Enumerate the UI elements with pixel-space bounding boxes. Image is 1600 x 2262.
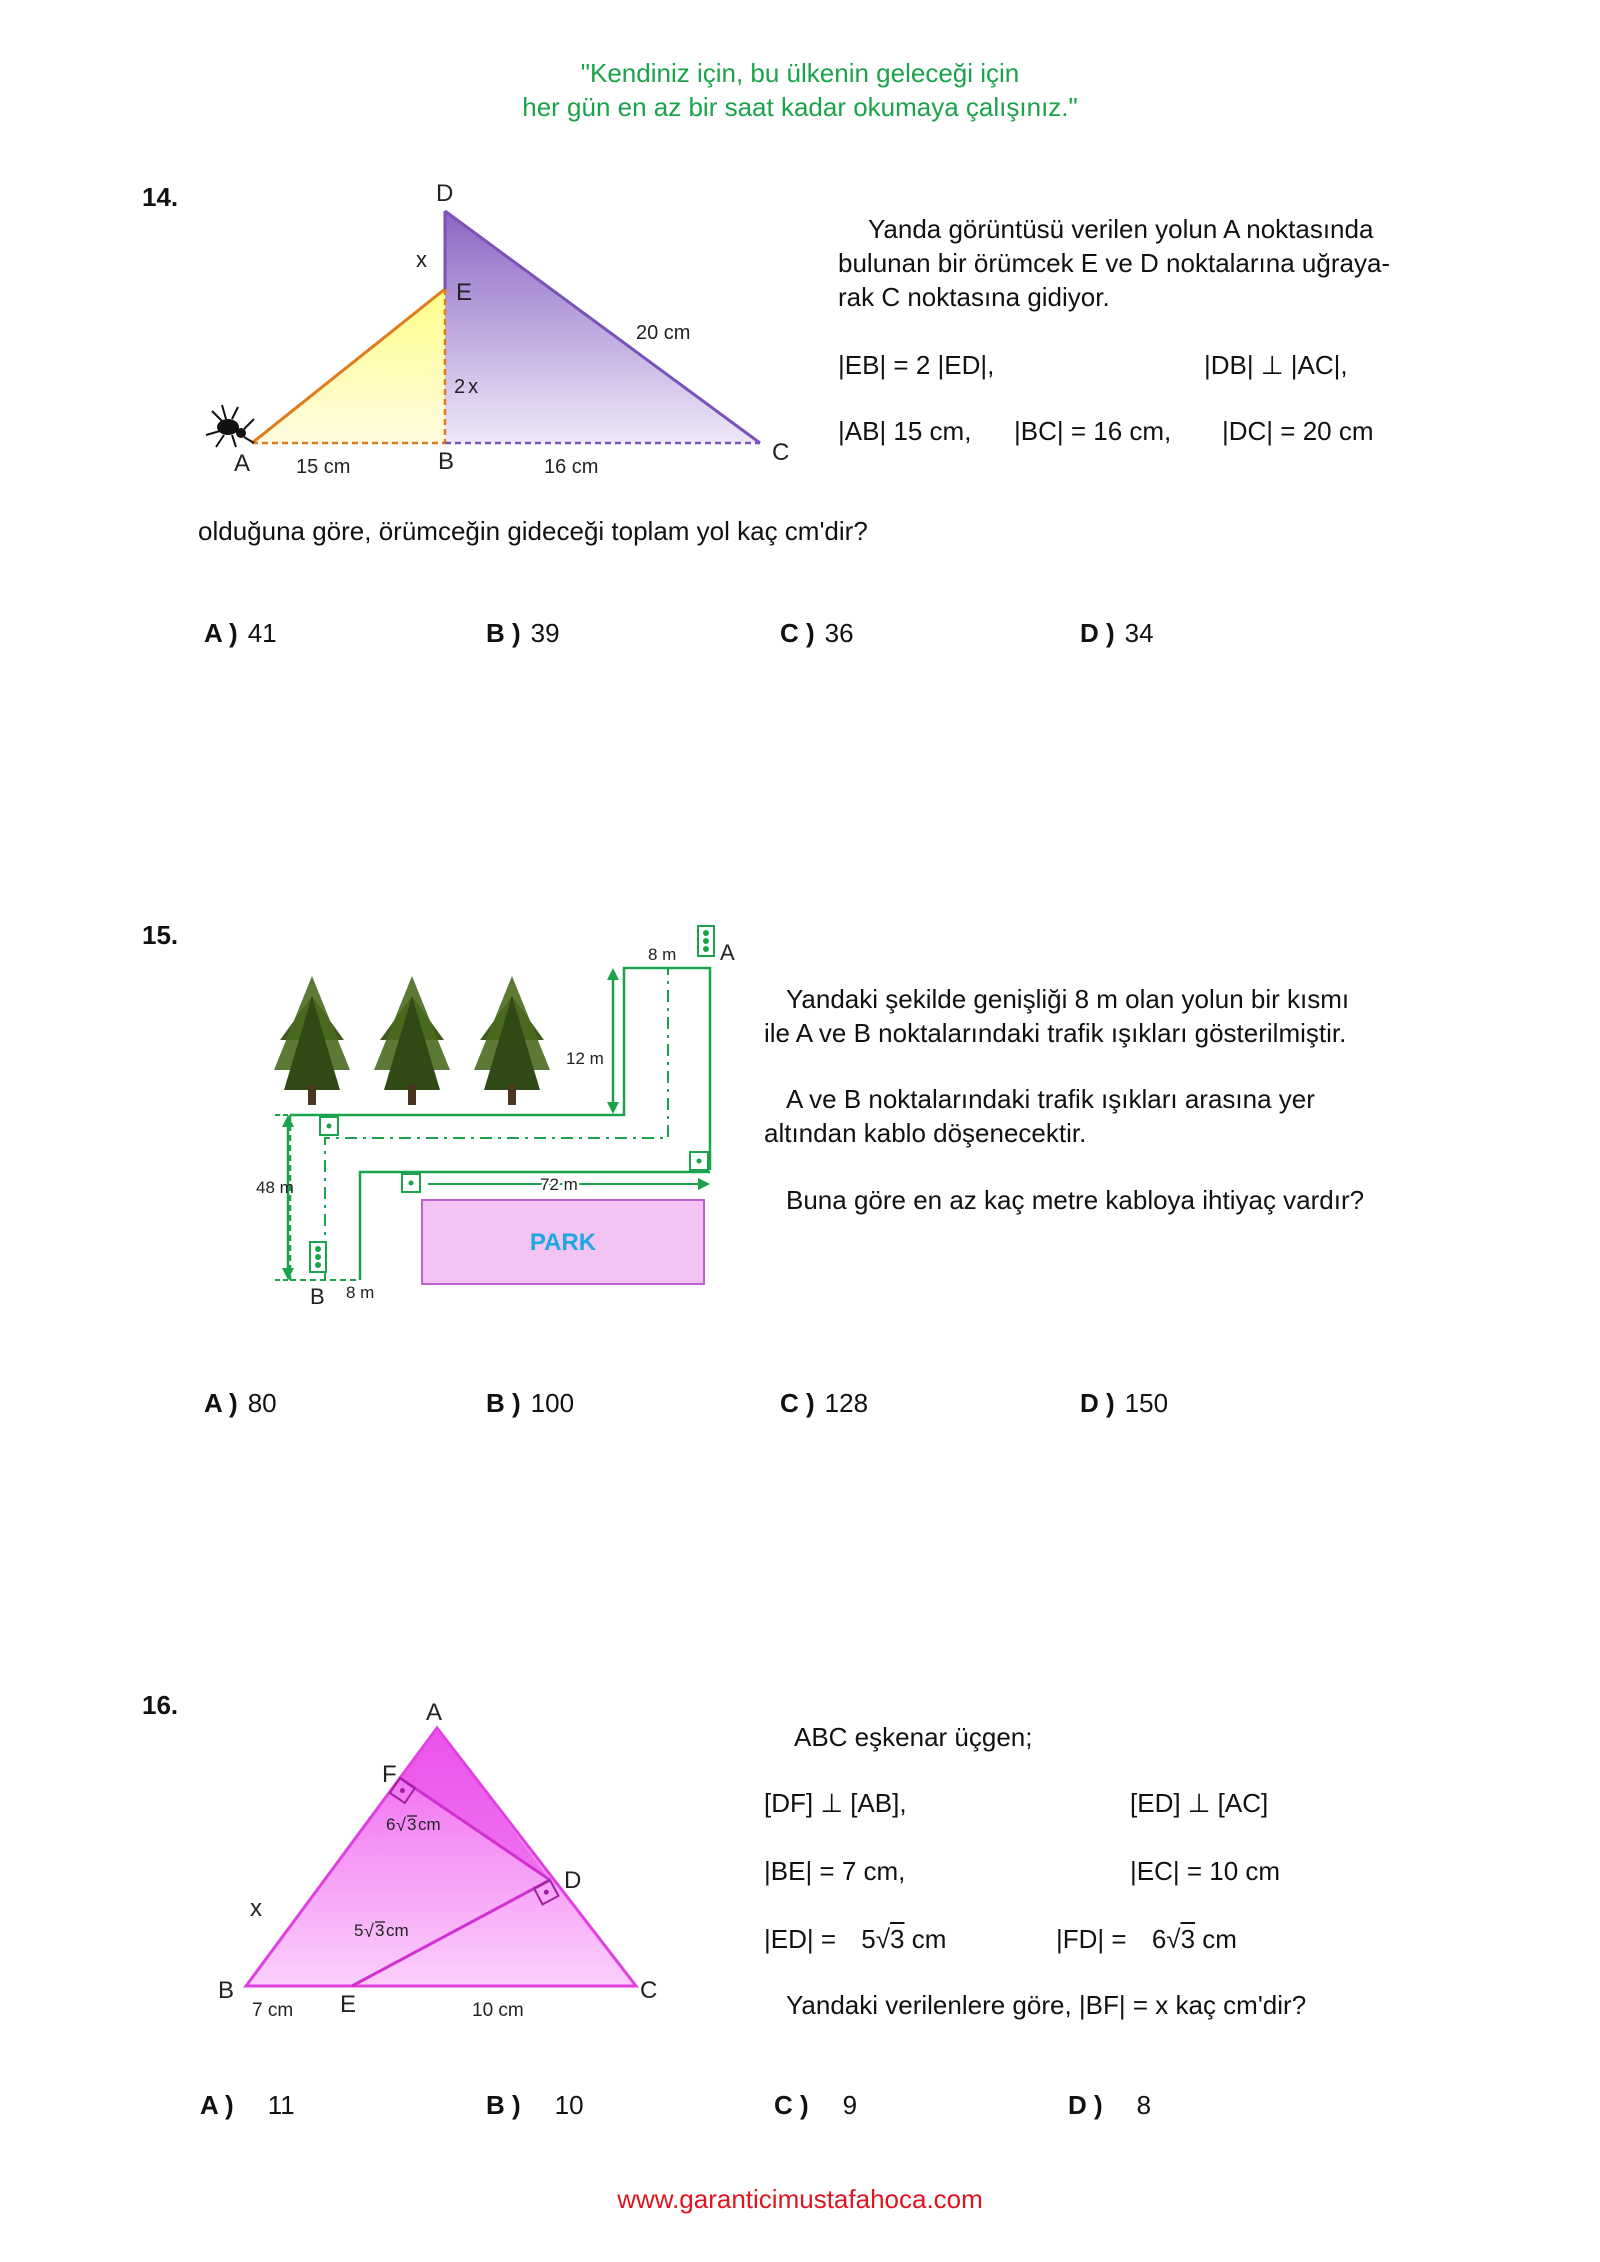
given-coef: 5 [861,1924,876,1954]
option-letter: D ) [1068,2090,1103,2120]
q16-label-a: A [426,1699,443,1726]
option-letter: D ) [1080,1388,1115,1418]
traffic-light-icon [310,1242,326,1272]
q15-option-a[interactable] [204,1388,277,1419]
q16-given-ec: |EC| = 10 cm [1130,1856,1281,1886]
given-unit: cm [1202,1924,1237,1954]
option-value: 36 [824,618,854,648]
option-letter: B ) [486,1388,521,1418]
traffic-light-icon [698,926,714,956]
q14-label-a: A [234,450,251,477]
q16-option-b[interactable] [486,2090,584,2121]
q15-option-d[interactable] [1080,1388,1168,1419]
sqrt-icon: √ [1166,1924,1181,1954]
tree-icon [474,976,550,1105]
sqrt-icon: √ [875,1924,891,1954]
q14-label-dc: 20 cm [636,322,691,344]
option-value: 34 [1124,618,1154,648]
q16-text-line1: ABC eşkenar üçgen; [794,1722,1033,1752]
option-value: 80 [247,1388,277,1418]
q16-label-ec: 10 cm [472,2000,524,2021]
svg-text:3: 3 [375,1921,385,1940]
given-label: |ED| = [764,1924,837,1954]
svg-text:√: √ [364,1921,374,1941]
svg-text:6: 6 [386,1815,396,1834]
q14-option-a[interactable] [204,618,277,649]
q14-option-b[interactable] [486,618,560,649]
option-letter: B ) [486,618,521,648]
footer-url-link[interactable]: www.garanticimustafahoca.com [617,2184,983,2214]
q16-label-e: E [340,1991,357,2018]
option-letter: B ) [486,2090,521,2120]
q15-text-line1: Yandaki şekilde genişliği 8 m olan yolun bir kısmı [786,984,1350,1014]
option-value: 150 [1124,1388,1169,1418]
option-letter: A ) [204,618,238,648]
svg-text:cm: cm [418,1815,441,1834]
q16-given-fd [1056,1922,1237,1956]
given-radicand: 3 [890,1924,905,1954]
tree-icon [274,976,350,1105]
option-value: 100 [530,1388,575,1418]
q16-option-d[interactable] [1068,2090,1151,2121]
q14-label-2x: 2x [454,376,482,398]
q15-label-b: B [310,1284,325,1309]
q14-given-dc: |DC| = 20 cm [1222,416,1374,446]
option-letter: C ) [780,1388,815,1418]
tree-icon [374,976,450,1105]
q16-number: 16. [142,1690,179,1720]
q14-text-line3: rak C noktasına gidiyor. [838,282,1110,312]
given-radicand: 3 [1180,1924,1196,1954]
q14-number: 14. [142,182,179,212]
q14-label-c: C [772,439,790,466]
option-value: 39 [530,618,560,648]
q15-option-b[interactable] [486,1388,574,1419]
q16-given-df-perp: [DF] ⊥ [AB], [764,1788,907,1818]
q14-given-eb: |EB| = 2 |ED|, [838,350,995,380]
q15-question: Buna göre en az kaç metre kabloya ihtiyaç vardır? [786,1185,1365,1215]
q14-given-db-perp: |DB| ⊥ |AC|, [1204,350,1348,380]
header-quote-line1: "Kendiniz için, bu ülkenin geleceği için [580,58,1020,88]
q14-given-ab: |AB| 15 cm, [838,416,972,446]
option-value: 10 [554,2090,584,2120]
q15-park-label: PARK [529,1229,597,1256]
q14-text-line1: Yanda görüntüsü verilen yolun A noktasında [868,214,1374,244]
q16-label-fd-length [386,1815,441,1835]
option-letter: A ) [200,2090,234,2120]
q16-given-be: |BE| = 7 cm, [764,1856,906,1886]
header-quote-line2: her gün en az bir saat kadar okumaya çalışınız." [522,92,1078,122]
q14-label-d: D [436,180,454,207]
q15-option-c[interactable] [780,1388,868,1419]
option-letter: C ) [780,618,815,648]
q14-question: olduğuna göre, örümceğin gideceği toplam yol kaç cm'dir? [198,516,868,546]
q16-label-x: x [250,1895,262,1922]
option-letter: D ) [1080,618,1115,648]
q16-given-ed [764,1922,946,1956]
q15-text-line4: altından kablo döşenecektir. [764,1118,1087,1148]
given-coef: 6 [1151,1924,1167,1954]
q16-question: Yandaki verilenlere göre, |BF| = x kaç cm'dir? [786,1990,1307,2020]
svg-text:5: 5 [354,1921,364,1940]
q15-label-8m-bottom: 8 m [346,1283,375,1302]
option-value: 128 [824,1388,869,1418]
q16-label-f: F [382,1761,397,1788]
q15-label-72m: 72 m [540,1175,578,1194]
q14-label-e: E [456,279,473,306]
svg-text:√: √ [396,1815,406,1835]
q15-figure [250,920,750,1310]
given-label: |FD| = [1056,1924,1127,1954]
given-unit: cm [911,1924,947,1954]
q16-label-b: B [218,1977,235,2004]
q16-given-ed-perp: [ED] ⊥ [AC] [1130,1788,1269,1818]
q16-option-a[interactable] [200,2090,295,2121]
svg-text:3: 3 [407,1815,417,1834]
q16-label-c: C [640,1977,658,2004]
q16-label-be: 7 cm [252,2000,294,2021]
q14-given-bc: |BC| = 16 cm, [1014,416,1172,446]
option-letter: C ) [774,2090,809,2120]
q15-number: 15. [142,920,179,950]
q15-label-48m: 48 m [256,1178,294,1197]
q15-text-line3: A ve B noktalarındaki trafik ışıkları arasına yer [786,1084,1315,1114]
option-value: 8 [1136,2090,1152,2120]
option-letter: A ) [204,1388,238,1418]
q14-label-bc: 16 cm [544,456,599,478]
svg-text:cm: cm [386,1921,409,1940]
option-value: 41 [247,618,277,648]
option-value: 11 [267,2090,295,2120]
q15-label-a: A [720,940,735,965]
q14-option-d[interactable] [1080,618,1154,649]
q16-label-ed-length [354,1921,409,1941]
spider-icon [206,405,254,447]
q15-label-8m-top: 8 m [648,945,677,964]
q16-option-c[interactable] [774,2090,857,2121]
q14-figure [200,175,820,485]
q14-text-line2: bulunan bir örümcek E ve D noktalarına uğraya- [838,248,1391,278]
q14-label-x: x [416,247,427,272]
q14-label-b: B [438,448,455,475]
q16-label-d: D [564,1867,582,1894]
q15-text-line2: ile A ve B noktalarındaki trafik ışıkları gösterilmiştir. [764,1018,1347,1048]
q14-option-c[interactable] [780,618,854,649]
q16-figure [200,1690,700,2030]
q15-label-12m: 12 m [566,1049,604,1068]
q14-label-ab: 15 cm [296,456,351,478]
option-value: 9 [842,2090,858,2120]
